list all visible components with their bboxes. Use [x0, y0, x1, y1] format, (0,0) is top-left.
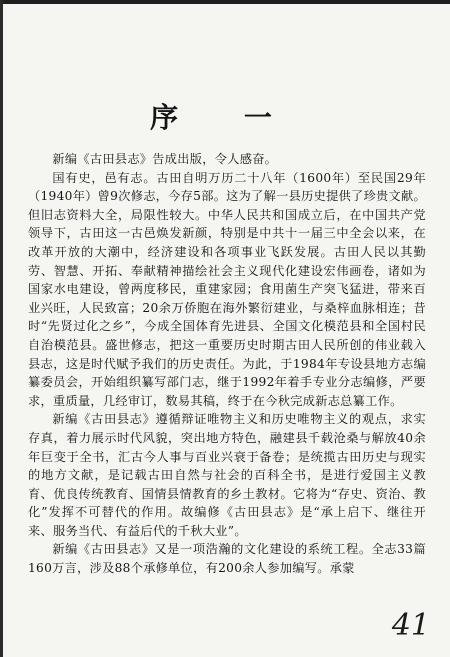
- handwritten-page-number: 41: [391, 608, 430, 643]
- paragraph-principles: 新编《古田县志》遵循辩证唯物主义和历史唯物主义的观点，求实存真，着力展示时代风貌，突出地方特色，融建县千载沧桑与解放40余年巨变于全书，汇古今人事与百业兴衰于备卷；是统揽古田历史与现实的地方文献，是记载古田自然与社会的百科全书，是进行爱国主义教育、优良传统教育、国情县情教育的乡土教材。它将为“存史、资治、教化”发挥不可替代的作用。故编修《古田县志》是“承上启下、继往开来、服务当代、有益后代的千秋大业”。: [28, 412, 426, 538]
- paragraph-intro: 新编《古田县志》告成出版，令人感奋。: [52, 152, 278, 166]
- paragraph-project: 新编《古田县志》又是一项浩瀚的文化建设的系统工程。全志33篇160万言，涉及88个承修单位，有200余人参加编写。承蒙: [28, 542, 426, 576]
- scan-top-shadow: [0, 0, 450, 4]
- page-title: 序 一: [150, 101, 300, 134]
- document-body: [28, 150, 426, 578]
- paragraph-history: 国有史，邑有志。古田自明万历二十八年（1600年）至民国29年（1940年）曾9次修志，今存5部。这为了解一县历史提供了珍贵文献。但旧志资料大全，局限性较大。中华人民共和国成立后，在中国共产党领导下，古田这一古邑焕发新颜，特别是中共十一届三中全会以来，在改革开放的大潮中，经济建设和各项事业飞跃发展。古田人民以其勤劳、智慧、开拓、奉献精神描绘社会主义现代化建设宏伟画卷，诸如为国家水电建设，曾两度移民，重建家园；食用菌生产突飞猛进，带来百业兴旺，人民致富；20余万侨胞在海外繁衍建业，与桑梓血脉相连；昔时“先贤过化之乡”，今成全国体育先进县、全国文化模范县和全国村民自治模范县。盛世修志，把这一重要历史时期古田人民所创的伟业载入县志，这是时代赋予我们的历史责任。为此，于1984年专设县地方志编纂委员会，开始组织纂写部门志，继于1992年着手专业分志编修，严要求，重质量，几经审订，数易其稿，终于在今秋完成新志总纂工作。: [28, 170, 426, 408]
